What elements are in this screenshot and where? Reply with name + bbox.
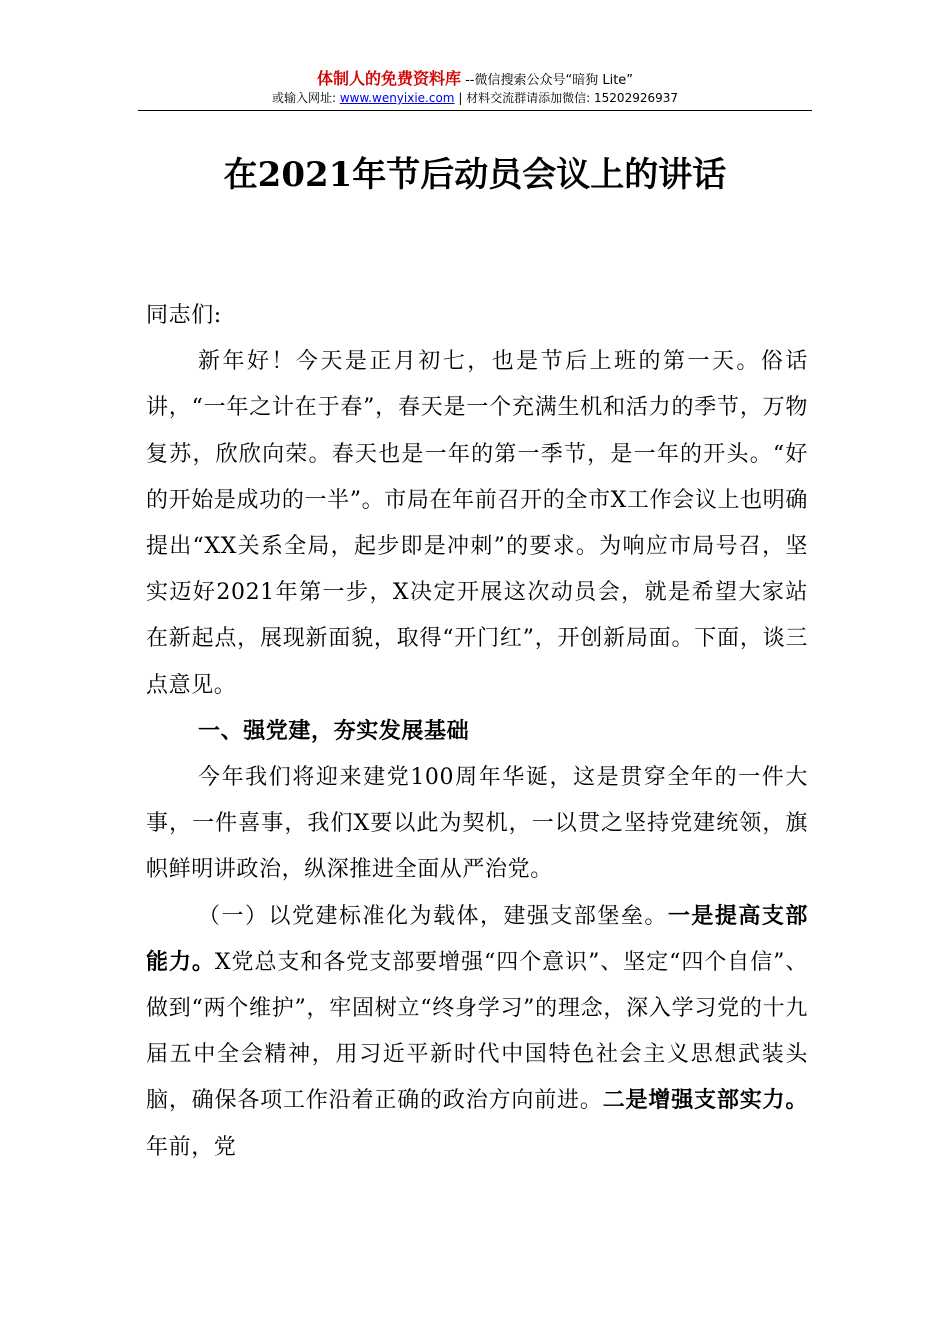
header-url-label: 或输入网址:: [271, 91, 340, 105]
paragraph-2: 今年我们将迎来建党100周年华诞，这是贯穿全年的一件大事，一件喜事，我们X要以此为契机，一以贯之坚持党建统领，旗帜鲜明讲政治，纵深推进全面从严治党。: [146, 765, 808, 883]
paragraph-1: 新年好！今天是正月初七，也是节后上班的第一天。俗话讲，“一年之计在于春”，春天是一个充满生机和活力的季节，万物复苏，欣欣向荣。春天也是一年的第一季节，是一年的开头。“好的开始是成功的一半”。市局在年前召开的全市X工作会议上也明确提出“XX关系全局，起步即是冲刺”的要求。为响应市局号召，坚实迈好2021年第一步，X决定开展这次动员会，就是希望大家站在新起点，展现新面貌，取得“开门红”，开创新局面。下面，谈三点意见。: [146, 349, 808, 698]
paragraph-3: [146, 894, 808, 1171]
document-title: 在2021年节后动员会议上的讲话: [223, 155, 727, 195]
section-1-heading: 一、强党建，夯实发展基础: [198, 718, 470, 744]
paragraph-3-lead: （一）以党建标准化为载体，建强支部堡垒。: [198, 903, 668, 929]
header-tagline: --微信搜索公众号“暗狗 Lite”: [465, 73, 634, 88]
point-2-text: 年前，党: [146, 1134, 237, 1160]
header-url-link[interactable]: www.wenyixie.com: [339, 91, 455, 105]
header-line-1: [0, 70, 950, 90]
salutation: 同志们:: [146, 303, 222, 328]
point-1-text: X党总支和各党支部要增强“四个意识”、坚定“四个自信”、做到“两个维护”，牢固树立“终身学习”的理念，深入学习党的十九届五中全会精神，用习近平新时代中国特色社会主义思想武装头脑，确保各项工作沿着正确的政治方向前进。: [146, 949, 808, 1114]
header-brand: 体制人的免费资料库: [316, 69, 461, 88]
document-body: [146, 293, 808, 1171]
header-line-2: [0, 90, 950, 107]
point-2-heading: 二是增强支部实力。: [602, 1088, 808, 1114]
point-1-heading: 一是提高支部能力。: [146, 903, 808, 975]
header-contact: | 材料交流群请添加微信: 15202926937: [454, 91, 679, 105]
header-divider: [138, 110, 812, 111]
